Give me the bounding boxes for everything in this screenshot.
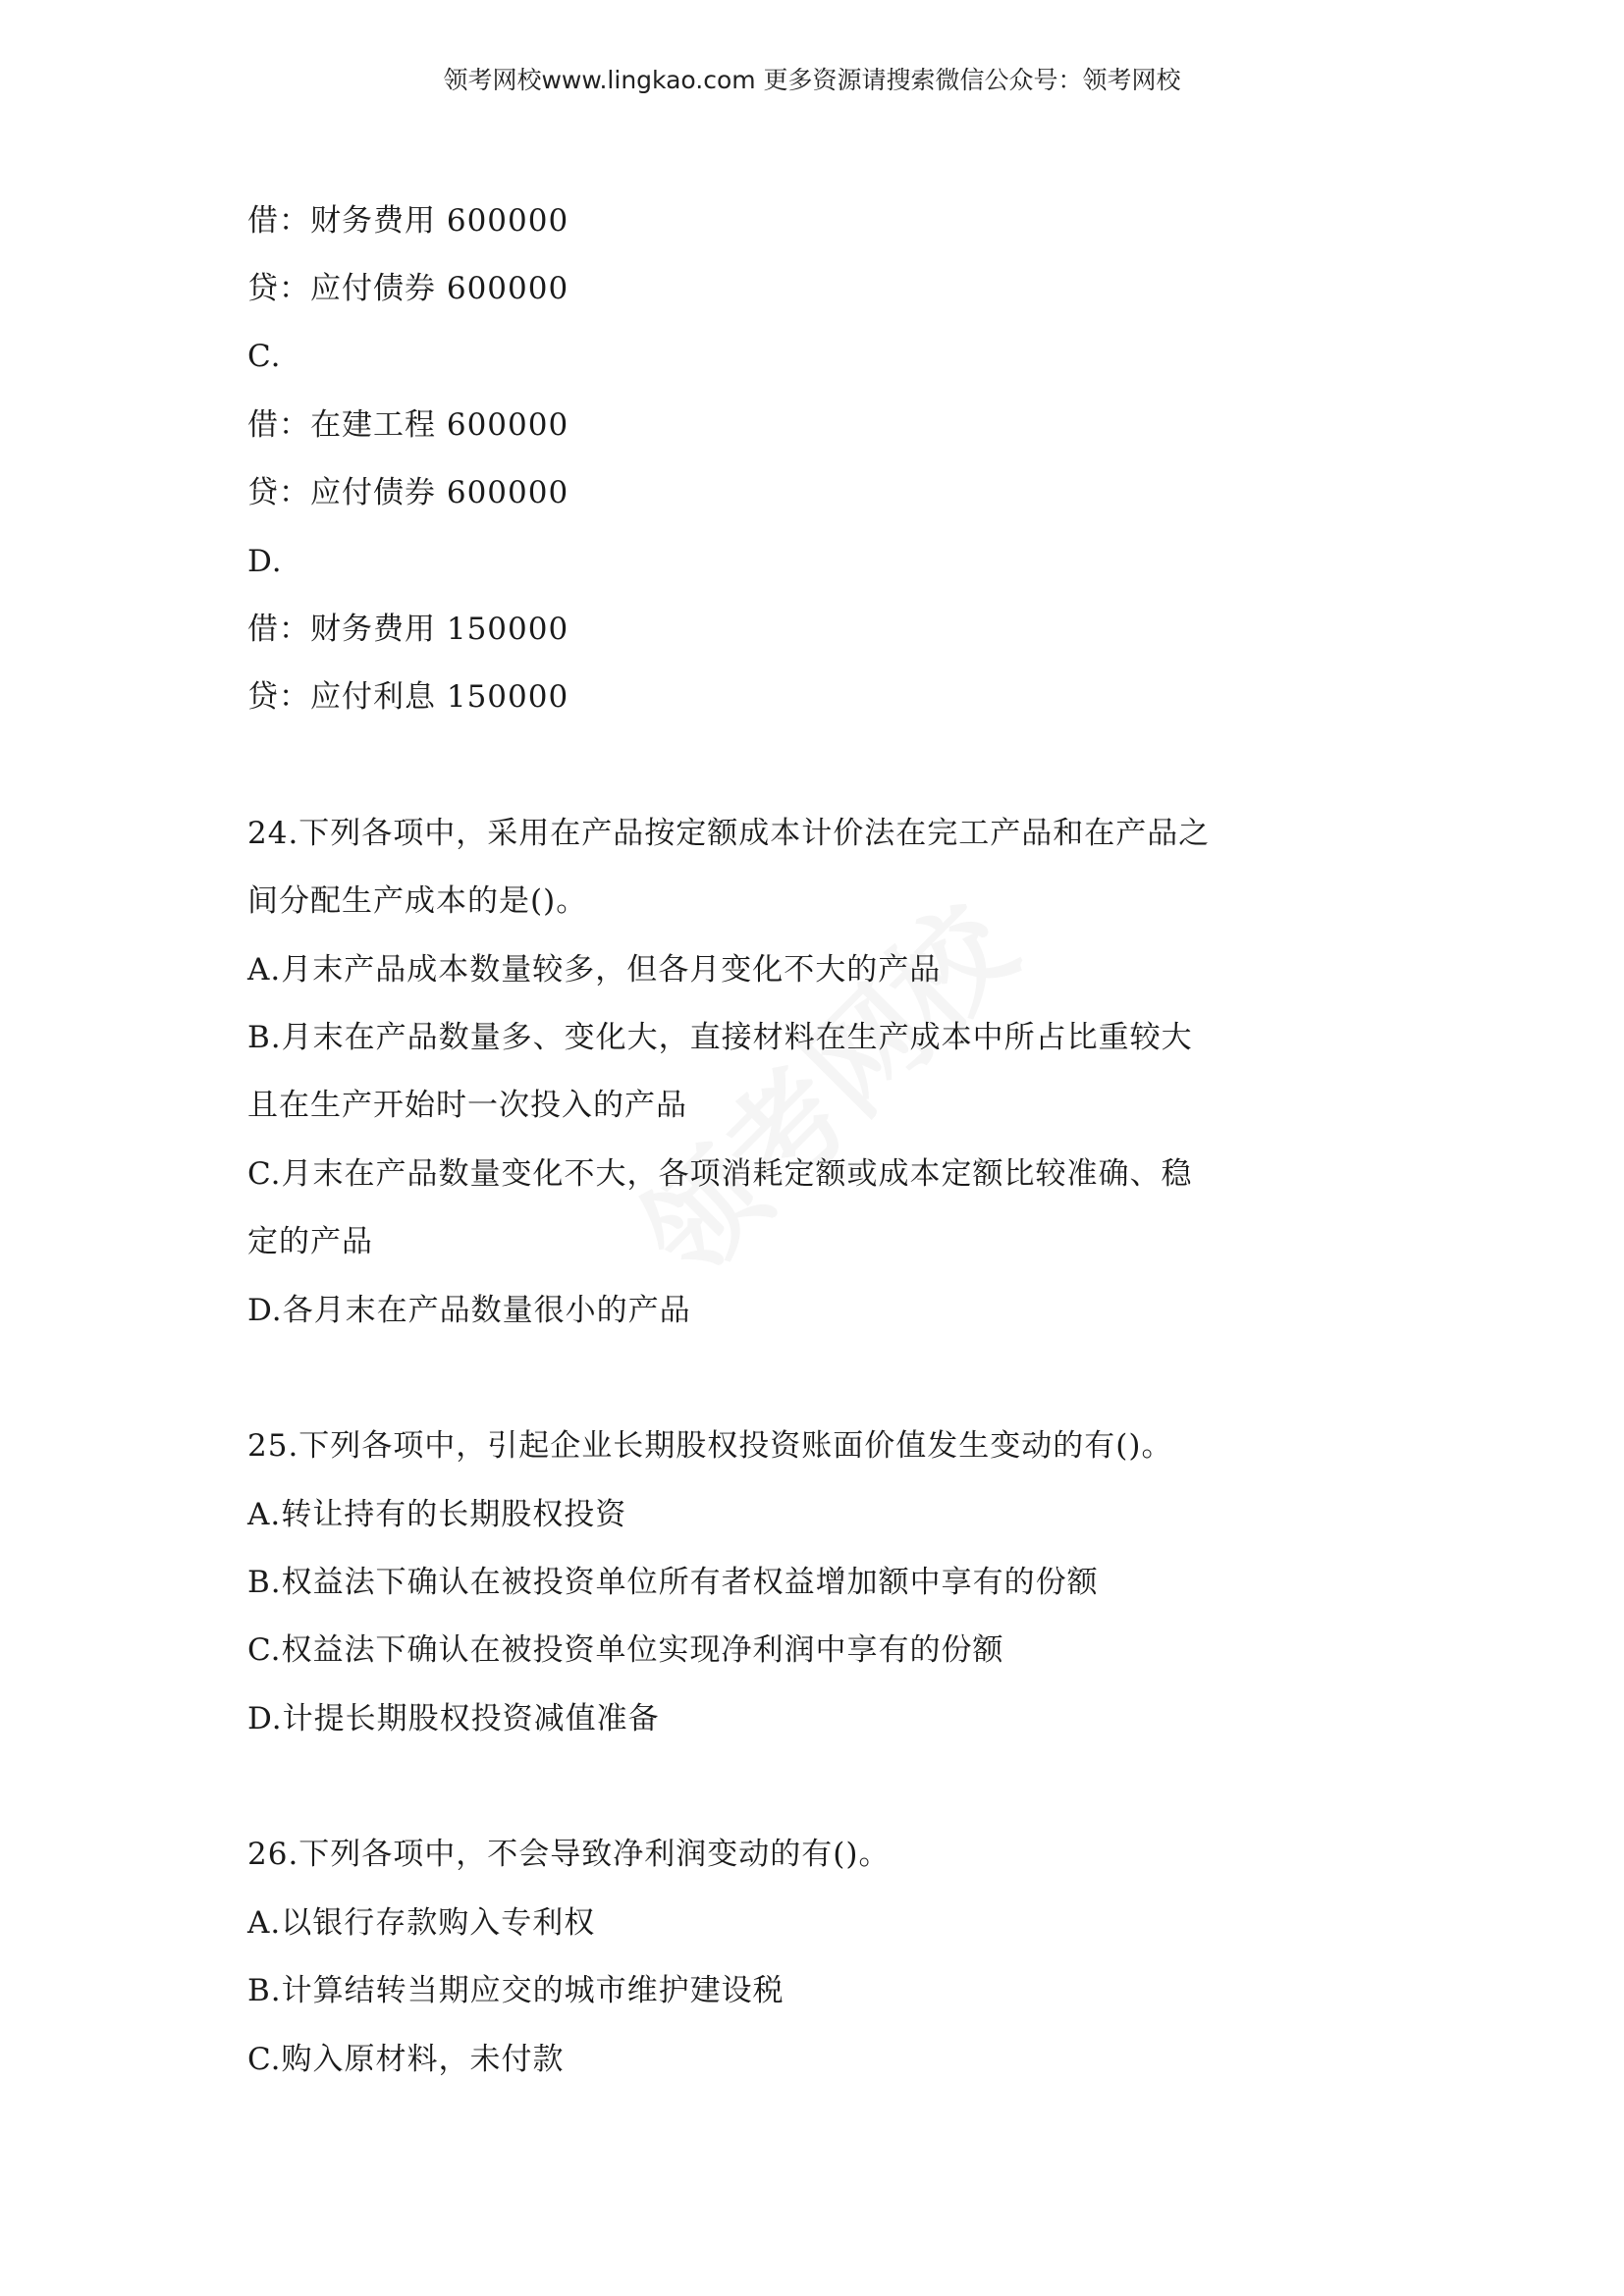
q26-stem: 26.下列各项中，不会导致净利润变动的有()。 [247,1837,891,1872]
q24-option-a: A.月末产品成本数量较多，但各月变化不大的产品 [247,952,942,988]
q24-stem-line-2: 间分配生产成本的是()。 [247,883,588,919]
q23-option-d-label: D. [247,544,283,579]
page-header: 领考网校www.lingkao.com 更多资源请搜索微信公众号：领考网校 [443,66,1181,94]
q25-option-b: B.权益法下确认在被投资单位所有者权益增加额中享有的份额 [247,1565,1099,1600]
q23-option-b-credit: 贷：应付债券 600000 [247,271,569,306]
q24-stem-line-1: 24.下列各项中，采用在产品按定额成本计价法在完工产品和在产品之 [247,816,1211,851]
q25-option-a: A.转让持有的长期股权投资 [247,1497,627,1532]
q24-option-b-line-2: 且在生产开始时一次投入的产品 [247,1088,687,1123]
q23-option-d-debit: 借：财务费用 150000 [247,612,569,647]
q26-option-c: C.购入原材料，未付款 [247,2042,565,2077]
q23-option-d-credit: 贷：应付利息 150000 [247,679,569,715]
q25-option-d: D.计提长期股权投资减值准备 [247,1701,660,1736]
q23-option-c-label: C. [247,339,282,374]
q24-option-d: D.各月末在产品数量很小的产品 [247,1293,691,1328]
q23-option-c-debit: 借：在建工程 600000 [247,407,569,443]
q24-option-c-line-2: 定的产品 [247,1224,373,1259]
q25-stem: 25.下列各项中，引起企业长期股权投资账面价值发生变动的有()。 [247,1428,1173,1464]
q23-option-c-credit: 贷：应付债券 600000 [247,475,569,510]
q24-option-c-line-1: C.月末在产品数量变化不大，各项消耗定额或成本定额比较准确、稳 [247,1156,1193,1192]
watermark [598,862,1044,1308]
q23-option-b-debit: 借：财务费用 600000 [247,203,569,239]
q26-option-a: A.以银行存款购入专利权 [247,1905,596,1941]
q24-option-b-line-1: B.月末在产品数量多、变化大，直接材料在生产成本中所占比重较大 [247,1020,1193,1055]
q26-option-b: B.计算结转当期应交的城市维护建设税 [247,1973,785,2008]
q25-option-c: C.权益法下确认在被投资单位实现净利润中享有的份额 [247,1632,1004,1668]
